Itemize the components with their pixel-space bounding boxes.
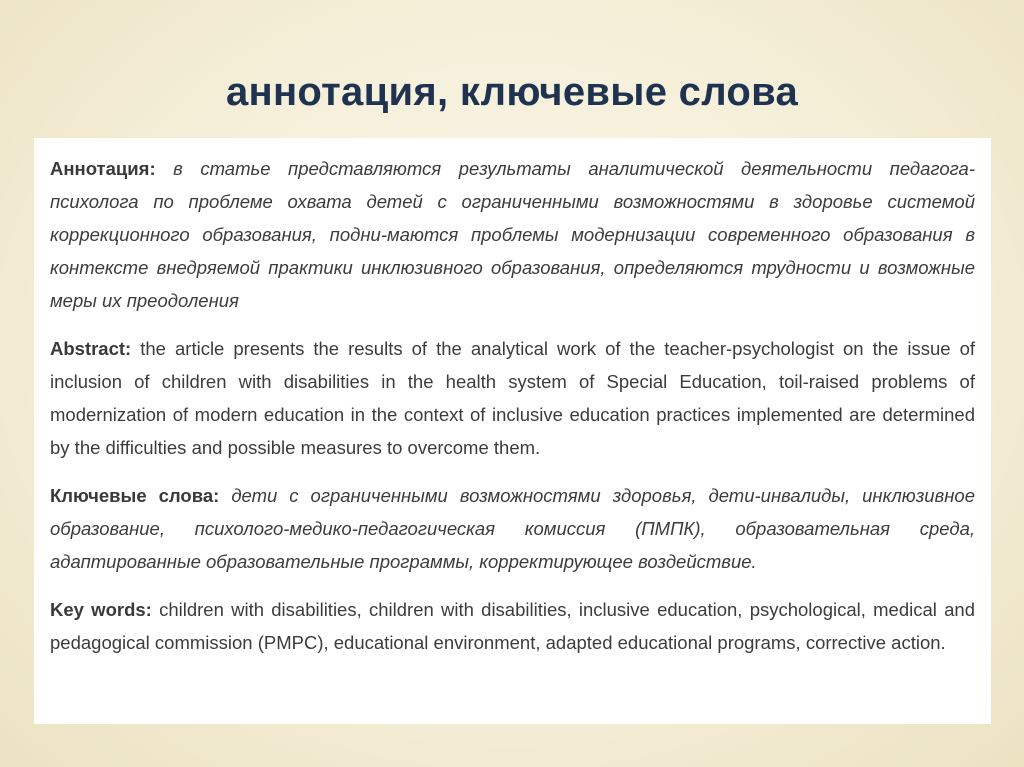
- keywords-en-text: children with disabilities, children with disabilities, inclusive education, psychological, medical and pedagogical commission (PMPC), educational environment, adapted educational programs, corrective action.: [50, 599, 975, 653]
- keywords-ru-paragraph: [50, 479, 975, 578]
- slide-title: аннотация, ключевые слова: [225, 70, 799, 114]
- abstract-paragraph: [50, 332, 975, 464]
- keywords-en-label: Key words:: [50, 599, 152, 620]
- abstract-text: the article presents the results of the analytical work of the teacher-psychologist on the issue of inclusion of children with disabilities in the health system of Special Education, toil-raised problems of modernization of modern education in the context of inclusive education practices implemented are determined by the difficulties and possible measures to overcome them.: [50, 338, 975, 458]
- annotation-label: Аннотация:: [50, 158, 156, 179]
- keywords-ru-label: Ключевые слова:: [50, 485, 220, 506]
- text-panel: [34, 138, 991, 724]
- keywords-ru-text: дети с ограниченными возможностями здоровья, дети-инвалиды, инклюзивное образование, психолого-медико-педагогическая комиссия (ПМПК), образовательная среда, адаптированные образовательные программы, корректирующее воздействие.: [50, 485, 975, 572]
- keywords-en-paragraph: [50, 593, 975, 659]
- annotation-text: в статье представляются результаты аналитической деятельности педагога-психолога по проблеме охвата детей с ограниченными возможностями в здоровье системой коррекционного образования, подни-маются проблемы модернизации современного образования в контексте внедряемой практики инклюзивного образования, определяются трудности и возможные меры их преодоления: [50, 158, 976, 311]
- abstract-label: Abstract:: [50, 338, 132, 359]
- annotation-paragraph: [50, 152, 975, 317]
